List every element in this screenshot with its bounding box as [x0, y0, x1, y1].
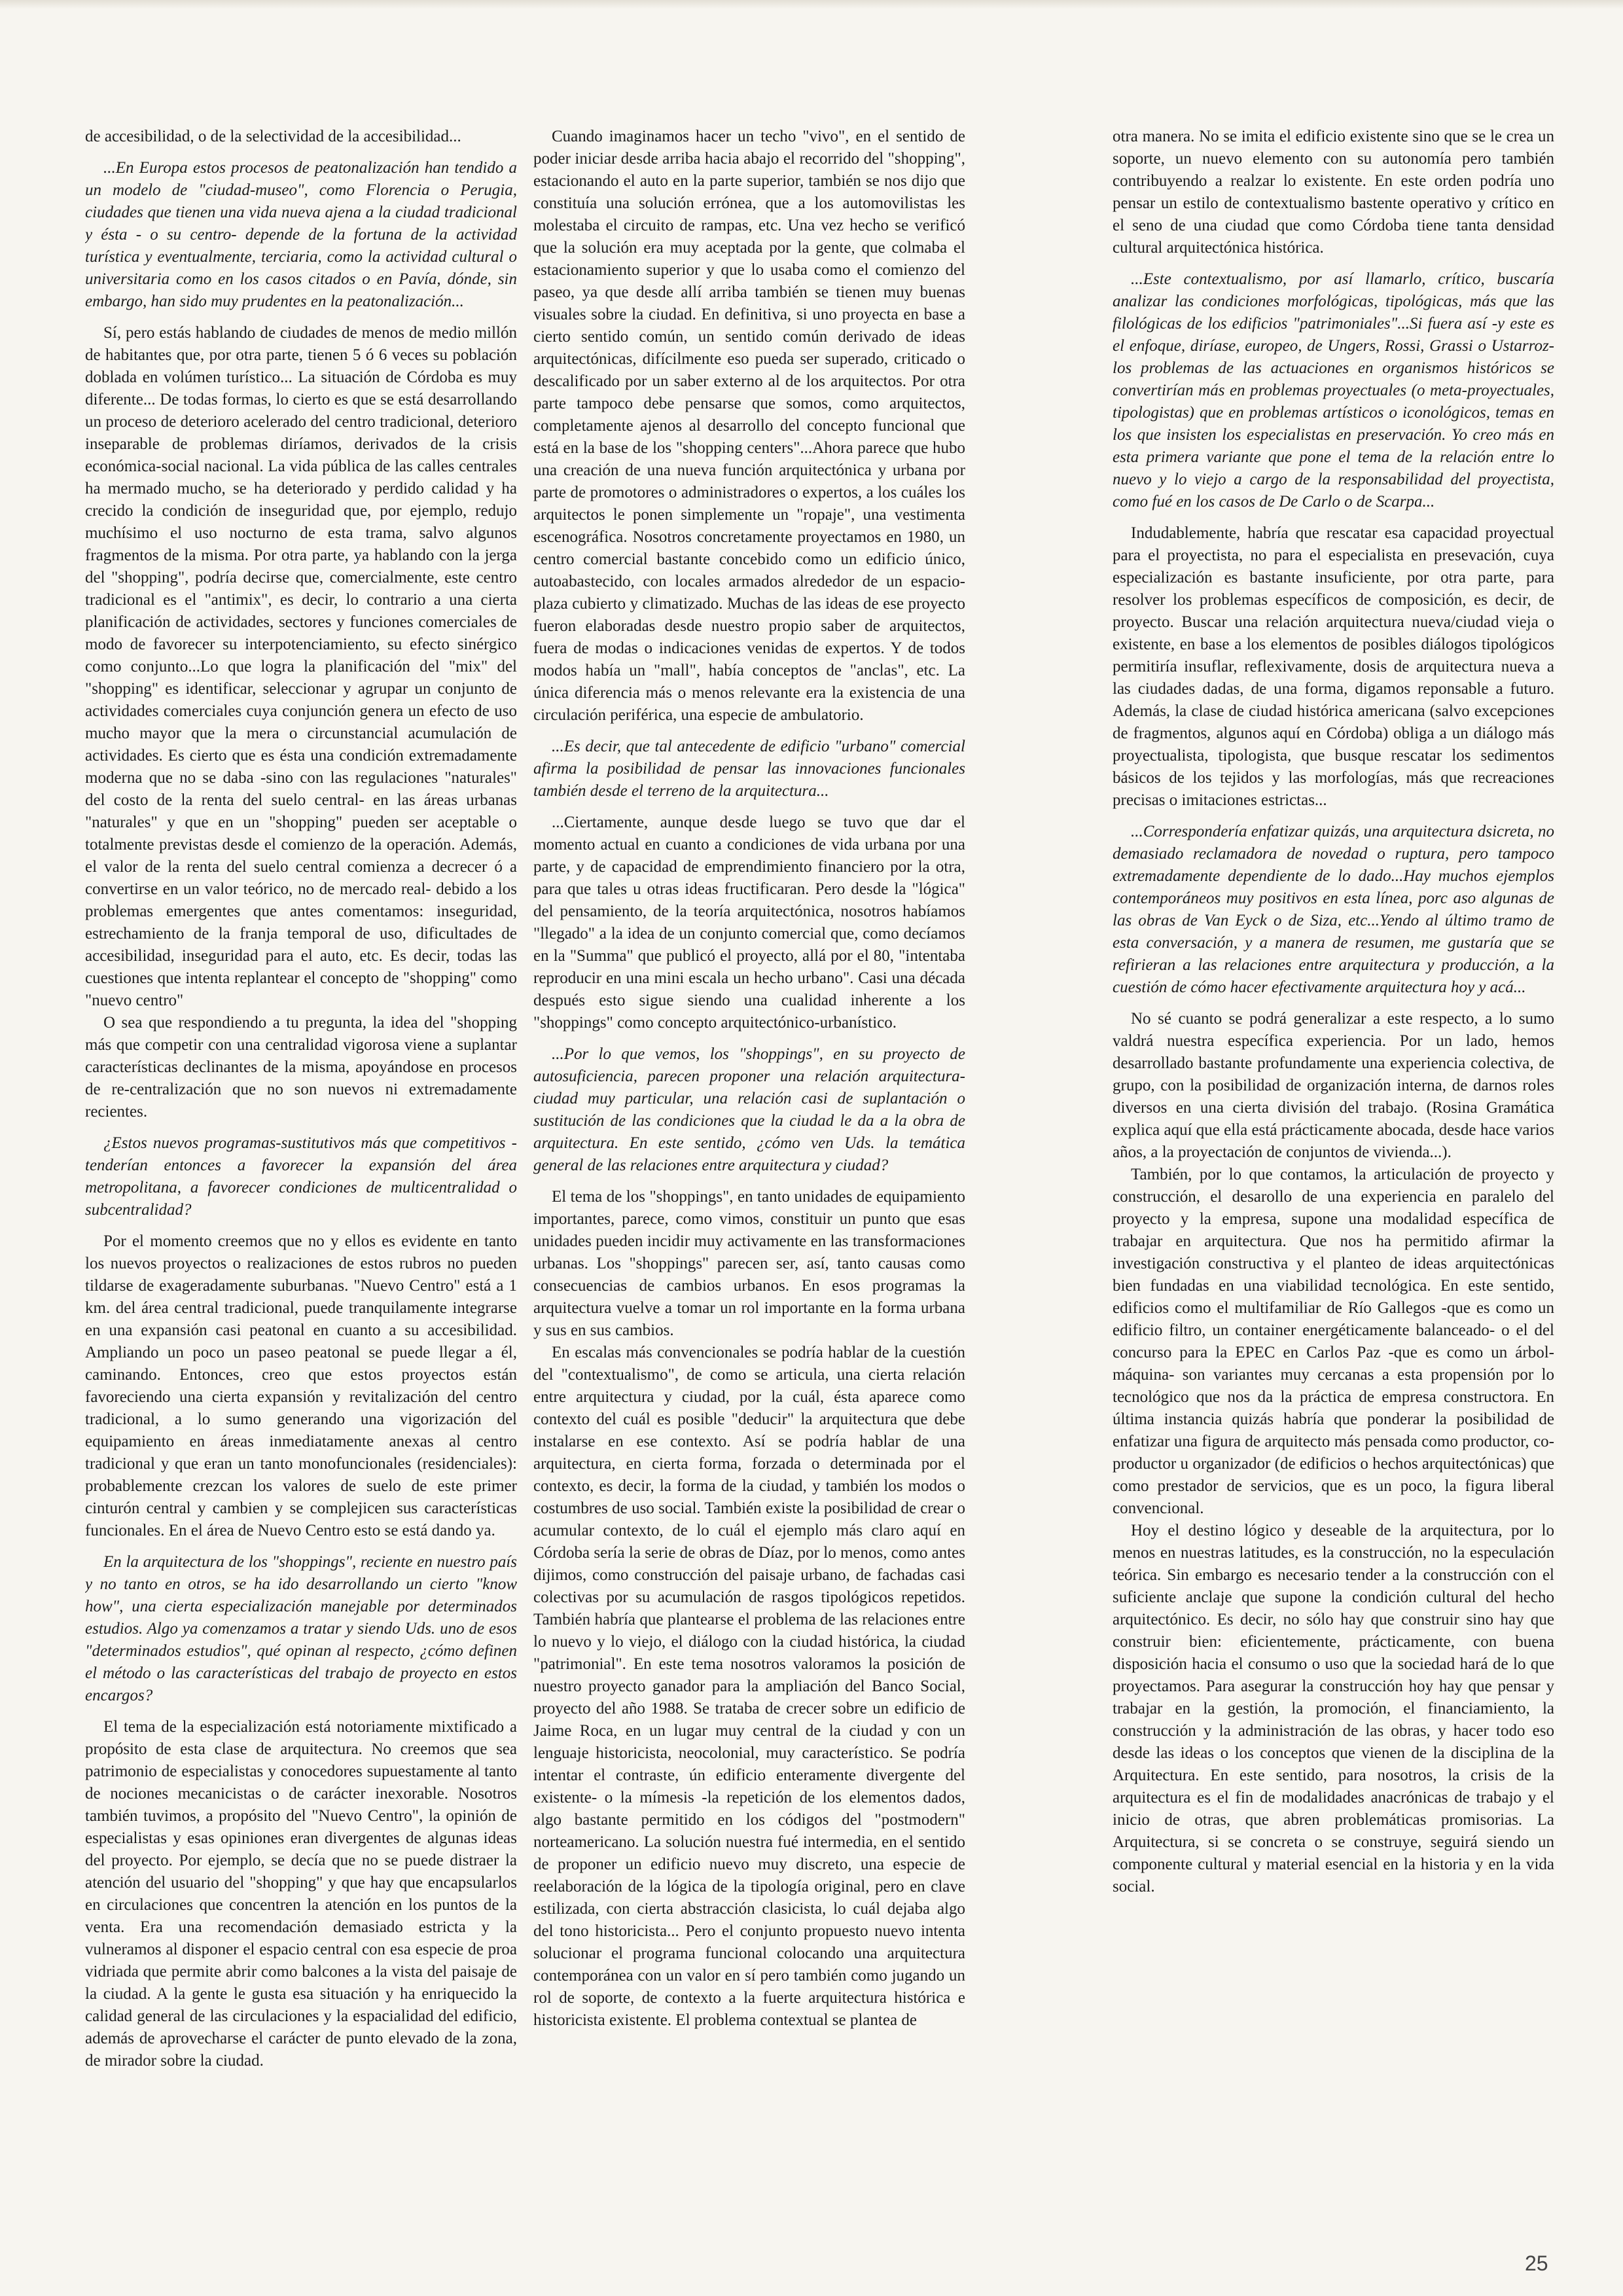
text-column-3	[1113, 126, 1554, 2181]
answer-paragraph: Sí, pero estás hablando de ciudades de menos de medio millón de habitantes que, por otra parte, tienen 5 ó 6 veces su población doblada en volúmen turístico... La situación de Córdoba es muy diferente... De todas formas, lo cierto es que se está desarrollando un proceso de deterioro acelerado del centro tradicional, deterioro inseparable de problemas diríamos, derivados de la crisis económica-social nacional. La vida pública de las calles centrales ha mermado mucho, se ha deteriorado y perdido calidad y ha crecido la condición de inseguridad que, por ejemplo, redujo muchísimo el uso nocturno de esta trama, salvo algunos fragmentos de la misma. Por otra parte, ya hablando con la jerga del "shopping", podría decirse que, comercialmente, este centro tradicional es el "antimix", es decir, lo contrario a una cierta planificación de actividades, sectores y funciones comerciales de modo de favorecer su interpotenciamiento, su efecto sinérgico como conjunto...Lo que logra la planificación del "mix" del "shopping" es identificar, seleccionar y agrupar un conjunto de actividades comerciales cuya conjunción genera un efecto de uso mucho mayor que la mera o circunstancial acumulación de actividades. Es cierto que es ésta una condición extremadamente moderna que no se daba -sino con las regulaciones "naturales" del costo de la renta del suelo central- en las áreas urbanas "naturales" y que en un "shopping" pueden ser aceptable o totalmente previstas desde el comienzo de la operación. Además, el valor de la renta del suelo central comienza a decrecer ó a convertirse en un valor teórico, no de mercado real- debido a los problemas emergentes que antes comentamos: inseguridad, estrechamiento de la franja temporal de uso, dificultades de accesibilidad, inseguridad para el auto, etc. Es decir, todas las cuestiones que intenta replantear el concepto de "shopping" como "nuevo centro"	[85, 324, 517, 1009]
interview-question: ...Este contextualismo, por así llamarlo, crítico, buscaría analizar las condiciones morfológicas, tipológicas, más que las filológicas de los edificios "patrimoniales"...Si fuera así -y este es el enfoque, diríase, europeo, de Ungers, Rossi, Grassi o Ustarroz- los problemas de las actuaciones en organismos históricos se convertirían más en problemas proyectuales (o meta-proyectuales, tipologistas) que en problemas artísticos o iconológicos, temas en los que insisten los especialistas en preservación. Yo creo más en esta primera variante que pone el tema de la relación entre lo nuevo y lo viejo a cargo de la responsabilidad del proyectista, como fué en los casos de De Carlo o de Scarpa...	[1113, 270, 1554, 511]
answer-paragraph: ...Ciertamente, aunque desde luego se tuvo que dar el momento actual en cuanto a condiciones de vida urbana por una parte, y de capacidad de emprendimiento financiero por la otra, para que tales u otras ideas fructificaran. Pero desde la "lógica" del pensamiento, de la teoría arquitectónica, nosotros habíamos "llegado" a la idea de un conjunto comercial que, como decíamos en la "Summa" que publicó el proyecto, allá por el 80, "intentaba reproducir en una mini escala un hecho urbano". Casi una década después esto sigue siendo una cualidad inherente a los "shoppings" como concepto arquitectónico-urbanístico.	[533, 814, 965, 1031]
page-top-edge	[0, 0, 1623, 9]
answer-paragraph: Por el momento creemos que no y ellos es evidente en tanto los nuevos proyectos o realizaciones de estos rubros no pueden tildarse de exageradamente suburbanas. "Nuevo Centro" está a 1 km. del área central tradicional, puede tranquilamente integrarse en una expansión casi peatonal en cuanto a su accesibilidad. Ampliando un poco un paseo peatonal se puede llegar a él, caminando. Entonces, creo que estos proyectos están favoreciendo una cierta expansión y revitalización del centro tradicional, a lo sumo generando una vigorización del equipamiento en áreas inmediatamente anexas al centro tradicional y que eran un tanto monofuncionales (residenciales): probablemente crezcan los valores de suelo de este primer cinturón central y cambien y se complejicen sus características funcionales. En el área de Nuevo Centro esto se está dando ya.	[85, 1232, 517, 1539]
continued-paragraph: de accesibilidad, o de la selectividad de la accesibilidad...	[85, 128, 461, 145]
interview-question: ...Correspondería enfatizar quizás, una arquitectura dsicreta, no demasiado reclamadora de novedad o ruptura, pero tampoco extremadamente dependiente de lo dado...Hay muchos ejemplos contemporáneos muy positivos en esta línea, porc aso algunas de las obras de Van Eyck o de Siza, etc...Yendo al último tramo de esta conversación, y a manera de resumen, me gustaría que se refirieran a las relaciones entre arquitectura y producción, a la cuestión de cómo hacer efectivamente arquitectura hoy y acá...	[1113, 823, 1554, 996]
answer-paragraph: El tema de los "shoppings", en tanto unidades de equipamiento importantes, parece, como vimos, constituir un punto que esas unidades pueden incidir muy activamente en las transformaciones urbanas. Los "shoppings" parecen ser, así, tanto causas como consecuencias de cambios urbanos. En esos programas la arquitectura vuelve a tomar un rol importante en la forma urbana y sus en sus cambios.	[533, 1188, 965, 1339]
answer-paragraph: Cuando imaginamos hacer un techo "vivo", en el sentido de poder iniciar desde arriba hacia abajo el recorrido del "shopping", estacionando el auto en la parte superior, también se nos dijo que constituía una solución errónea, que a los automovilistas les molestaba el circuito de rampas, etc. Una vez hecho se verificó que la solución era muy aceptada por la gente, que colmaba el estacionamiento superior y que lo usaba como el comienzo del paseo, ya que desde allí arriba también se tienen muy buenas visuales sobre la ciudad. En definitiva, si uno proyecta en base a cierto sentido común, un sentido común derivado de ideas arquitectónicas, difícilmente eso pueda ser superado, criticado o descalificado por un saber externo al de los arquitectos. Por otra parte tampoco debe pensarse que somos, como arquitectos, completamente ajenos al desarrollo del concepto funcional que está en la base de los "shopping centers"...Ahora parece que hubo una creación de una nueva función arquitectónica y urbana por parte de promotores o administradores o expertos, a los cuáles los arquitectos le ponen simplemente un "ropaje", una vestimenta escenográfica. Nosotros concretamente proyectamos en 1980, un centro comercial bastante concebido como un edificio único, autoabastecido, con locales armados alrededor de un espacio-plaza cubierto y climatizado. Muchas de las ideas de ese proyecto fueron elaboradas desde nuestro propio saber de arquitectos, fuera de modas o indicaciones venidas de expertos. Y de todos modos había un "mall", había conceptos de "anclas", etc. La única diferencia más o menos relevante era la existencia de una circulación periférica, una especie de ambulatorio.	[533, 128, 965, 724]
answer-paragraph: Indudablemente, habría que rescatar esa capacidad proyectual para el proyectista, no para el especialista en presevación, cuya especialización es bastante insuficiente, por otra parte, para resolver los problemas específicos de composición, es decir, de proyecto. Buscar una relación arquitectura nueva/ciudad vieja o existente, en base a los elementos de posibles diálogos tipológicos permitiría insuflar, reflexivamente, dosis de arquitectura nueva a las ciudades dadas, de una forma, digamos reponsable a futuro. Además, la clase de ciudad histórica americana (salvo excepciones de fragmentos, algunos aquí en Córdoba) obliga a un diálogo más proyectualista, tipologista, que busque rescatar los sedimentos básicos de los tejidos y las morfologías, más que recreaciones precisas o imitaciones estrictas...	[1113, 524, 1554, 809]
answer-paragraph: En escalas más convencionales se podría hablar de la cuestión del "contextualismo", de como se articula, una cierta relación entre arquitectura y ciudad, por la cuál, ésta aparece como contexto del cuál es posible "deducir" la arquitectura que debe instalarse en ese contexto. Así se podría hablar de una arquitectura, en cierta forma, forzada o determinada por el contexto, es decir, la forma de la ciudad, y también los modos o costumbres de uso social. También existe la posibilidad de crear o acumular contexto, de lo cuál el ejemplo más claro aquí en Córdoba sería la serie de obras de Díaz, por lo menos, como antes dijimos, como construcción del paisaje urbano, de fachadas casi colectivas por su acumulación de rasgos tipológicos repetidos. También habría que plantearse el problema de las relaciones entre lo nuevo y lo viejo, el diálogo con la ciudad histórica, la ciudad "patrimonial". En este tema nosotros valoramos la posición de nuestro proyecto ganador para la ampliación del Banco Social, proyecto del año 1988. Se trataba de crecer sobre un edificio de Jaime Roca, en un lugar muy central de la ciudad y con un lenguaje historicista, neocolonial, muy característico. Se podría intentar el contraste, ún edificio enteramente divergente del existente- o la mímesis -la repetición de los elementos dados, algo bastante permitido en los códigos del "postmodern" norteamericano. La solución nuestra fué intermedia, en el sentido de proponer un edificio nuevo muy discreto, una especie de reelaboración de la lógica de la tipología original, pero en clave estilizada, con cierta abstracción clasicista, lo cuál dejaba algo del tono historicista... Pero el conjunto propuesto nuevo intenta solucionar el programa funcional colocando una arquitectura contemporánea con un valor en sí pero también como jugando un rol de soporte, de contexto a la fuerte arquitectura histórica e historicista existente. El problema contextual se plantea de	[533, 1344, 965, 2029]
continued-paragraph: otra manera. No se imita el edificio existente sino que se le crea un soporte, un nuevo elemento con su autonomía pero también contribuyendo a realzar lo existente. En este orden podría uno pensar un estilo de contextualismo bastente operativo y crítico en el seno de una ciudad que como Córdoba tiene tanta densidad cultural arquitectónica histórica.	[1113, 128, 1554, 257]
interview-question: ...Por lo que vemos, los "shoppings", en su proyecto de autosuficiencia, parecen proponer una relación arquitectura-ciudad muy particular, una relación casi de suplantación o sustitución de las condiciones que la ciudad le da a la obra de arquitectura. En este sentido, ¿cómo ven Uds. la temática general de las relaciones entre arquitectura y ciudad?	[533, 1045, 965, 1174]
answer-paragraph: O sea que respondiendo a tu pregunta, la idea del "shopping más que competir con una centralidad vigorosa viene a suplantar características declinantes de la misma, apoyándose en procesos de re-centralización que no son nuevos ni extremadamente recientes.	[85, 1014, 517, 1121]
page-number: 25	[1525, 2251, 1548, 2275]
answer-paragraph: Hoy el destino lógico y deseable de la arquitectura, por lo menos en nuestras latitudes, es la construcción, no la especulación teórica. Sin embargo es necesario tender a la construcción con el suficiente anclaje que supone la condición cultural del hecho arquitectónico. Es decir, no sólo hay que construir sino hay que construir bien: eficientemente, prácticamente, con buena disposición hacia el consumo o uso que la sociedad hará de lo que proyectamos. Para asegurar la construcción hoy hay que pensar y trabajar en la gestión, la promoción, el financiamiento, la construcción y la administración de las obras, y hacer todo eso desde las ideas o los conceptos que vienen de la disciplina de la Arquitectura. En este sentido, para nosotros, la crisis de la arquitectura es el fin de modalidades anacrónicas de trabajo y el inicio de otras, que abren problemáticas promisorias. La Arquitectura, si se concreta o se construye, seguirá siendo un componente cultural y material esencial en la historia y en la vida social.	[1113, 1522, 1554, 1895]
answer-paragraph: El tema de la especialización está notoriamente mixtificado a propósito de esta clase de arquitectura. No creemos que sea patrimonio de especialistas y conocedores supuestamente al tanto de nociones mecanicistas o de carácter inexorable. Nosotros también tuvimos, a propósito del "Nuevo Centro", la opinión de especialistas y esas opiniones eran divergentes de algunas ideas del proyecto. Por ejemplo, se decía que no se puede distraer la atención del usuario del "shopping" y que hay que encapsularlos en circulaciones que concentren la atención en los puntos de la venta. Era una recomendación demasiado estricta y la vulneramos al disponer el espacio central con esa especie de proa vidriada que permite abrir como balcones a la vista del paisaje de la ciudad. A la gente le gusta esa situación y ha enriquecido la calidad general de las circulaciones y la espacialidad del edificio, además de aprovecharse el carácter de punto elevado de la zona, de mirador sobre la ciudad.	[85, 1718, 517, 2070]
interview-question: En la arquitectura de los "shoppings", reciente en nuestro país y no tanto en otros, se ha ido desarrollando un cierto "know how", una cierta especialización manejable por determinados estudios. Algo ya comenzamos a tratar y siendo Uds. uno de esos "determinados estudios", qué opinan al respecto, ¿cómo definen el método o las características del trabajo de proyecto en estos encargos?	[85, 1553, 517, 1704]
answer-paragraph: También, por lo que contamos, la articulación de proyecto y construcción, el desarollo de una experiencia en paralelo del proyecto y la empresa, supone una modalidad específica de trabajar en arquitectura. Que nos ha permitido afirmar la investigación constructiva y el planteo de ideas arquitectónicas bien fundadas en una viabilidad tecnológica. En este sentido, edificios como el multifamiliar de Río Gallegos -que es como un edificio filtro, un container energéticamente balanceado- o el del concurso para la EPEC en Carlos Paz -que es como un árbol-máquina- son variantes muy cercanas a esta propensión por lo tecnológico que nos da la práctica de empresa constructora. En última instancia quizás habría que ponderar la posibilidad de enfatizar una figura de arquitecto más pensada como productor, co-productor u organizador (de edificios o hechos arquitectónicas) que como prestador de servicios, que es un poco, la figura liberal convencional.	[1113, 1166, 1554, 1517]
text-column-1	[85, 126, 517, 2181]
interview-question: ...En Europa estos procesos de peatonalización han tendido a un modelo de "ciudad-museo", como Florencia o Perugia, ciudades que tienen una vida nueva ajena a la ciudad tradicional y ésta - o su centro- depende de la fortuna de la actividad turística y eventualmente, terciaria, como la actividad cultural o universitaria como en los casos citados o en Pavía, dónde, sin embargo, han sido muy prudentes en la peatonalización...	[85, 159, 517, 310]
answer-paragraph: No sé cuanto se podrá generalizar a este respecto, a lo sumo valdrá nuestra específica experiencia. Por un lado, hemos desarrollado bastante profundamente una experiencia colectiva, de grupo, con la posibilidad de organización interna, de darnos roles diversos en una cierta división del trabajo. (Rosina Gramática explica aquí que ella está prácticamente abocada, desde hace varios años, a la proyectación de conjuntos de vivienda...).	[1113, 1010, 1554, 1161]
interview-question: ...Es decir, que tal antecedente de edificio "urbano" comercial afirma la posibilidad de pensar las innovaciones funcionales también desde el terreno de la arquitectura...	[533, 738, 965, 800]
text-column-2	[533, 126, 965, 2181]
interview-question: ¿Estos nuevos programas-sustitutivos más que competitivos -tenderían entonces a favorecer la expansión del área metropolitana, a favorecer condiciones de multicentralidad o subcentralidad?	[85, 1134, 517, 1219]
